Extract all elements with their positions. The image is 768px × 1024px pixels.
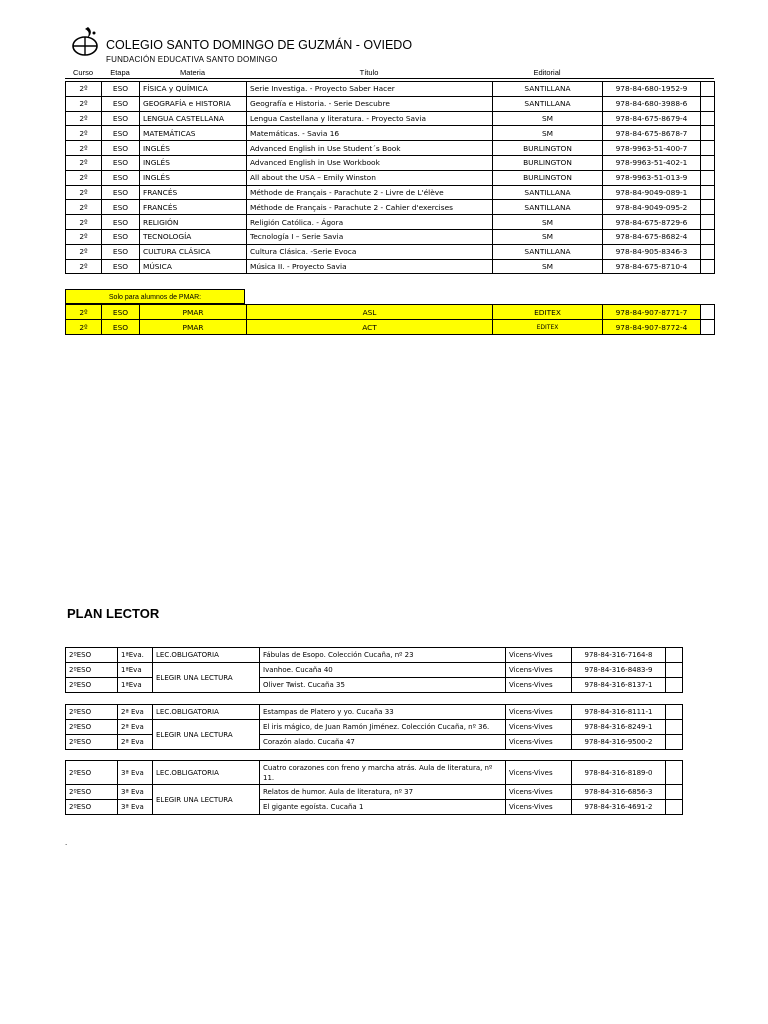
evaluacion-cell: 1ªEva (118, 678, 153, 693)
col-materia: Materia (139, 67, 246, 79)
isbn-cell: 978-84-905-8346-3 (603, 244, 701, 259)
etapa-cell: ESO (102, 82, 140, 97)
isbn-cell: 978-84-675-8682-4 (603, 229, 701, 244)
curso-cell: 2º (66, 244, 102, 259)
isbn-cell: 978-84-316-6856-3 (572, 785, 666, 800)
book-table-header (65, 67, 714, 79)
curso-cell: 2ºESO (66, 785, 118, 800)
table-row (66, 170, 715, 185)
col-titulo: Título (246, 67, 492, 79)
editorial-cell: Vicens-Vives (506, 663, 572, 678)
isbn-cell: 978-84-680-3988-6 (603, 96, 701, 111)
book-table (65, 81, 715, 274)
table-row (66, 259, 715, 274)
isbn-cell: 978-84-316-4691-2 (572, 800, 666, 815)
school-subtitle: FUNDACIÓN EDUCATIVA SANTO DOMINGO (106, 55, 278, 64)
empty-cell (701, 259, 715, 274)
curso-cell: 2º (66, 155, 102, 170)
etapa-cell: ESO (102, 215, 140, 230)
titulo-cell: Advanced English in Use Student´s Book (247, 141, 493, 156)
empty-cell (701, 305, 715, 320)
materia-cell: MÚSICA (140, 259, 247, 274)
curso-cell: 2ºESO (66, 761, 118, 785)
editorial-cell: Vicens-Vives (506, 705, 572, 720)
tipo-lectura-cell: ELEGIR UNA LECTURA (153, 663, 260, 693)
titulo-cell: Cultura Clásica. -Serie Evoca (247, 244, 493, 259)
isbn-cell: 978-84-680-1952-9 (603, 82, 701, 97)
titulo-cell: El iris mágico, de Juan Ramón Jiménez. Colección Cucaña, nº 36. (260, 720, 506, 735)
materia-cell: PMAR (140, 320, 247, 335)
titulo-cell: Fábulas de Esopo. Colección Cucaña, nº 23 (260, 648, 506, 663)
empty-cell (666, 720, 683, 735)
plan-lector-table-3 (65, 760, 683, 815)
table-row (66, 111, 715, 126)
school-crest-icon (70, 24, 100, 58)
list-item (66, 761, 683, 785)
plan-lector-table-1 (65, 647, 683, 693)
editorial-cell: BURLINGTON (493, 155, 603, 170)
titulo-cell: Religión Católica. - Ágora (247, 215, 493, 230)
titulo-cell: Advanced English in Use Workbook (247, 155, 493, 170)
isbn-cell: 978-84-316-8111-1 (572, 705, 666, 720)
evaluacion-cell: 2ª Eva (118, 705, 153, 720)
editorial-cell: Vicens-Vives (506, 761, 572, 785)
materia-cell: PMAR (140, 305, 247, 320)
editorial-cell: SANTILLANA (493, 96, 603, 111)
evaluacion-cell: 2ª Eva (118, 720, 153, 735)
materia-cell: FRANCÉS (140, 200, 247, 215)
editorial-cell: SANTILLANA (493, 200, 603, 215)
editorial-cell: SANTILLANA (493, 185, 603, 200)
curso-cell: 2º (66, 259, 102, 274)
isbn-cell: 978-9963-51-400-7 (603, 141, 701, 156)
curso-cell: 2º (66, 126, 102, 141)
curso-cell: 2º (66, 96, 102, 111)
editorial-cell: SM (493, 229, 603, 244)
empty-cell (666, 785, 683, 800)
list-item (66, 785, 683, 800)
etapa-cell: ESO (102, 305, 140, 320)
titulo-cell: Matemáticas. - Savia 16 (247, 126, 493, 141)
titulo-cell: Oliver Twist. Cucaña 35 (260, 678, 506, 693)
curso-cell: 2ºESO (66, 648, 118, 663)
isbn-cell: 978-9963-51-013-9 (603, 170, 701, 185)
list-item (66, 663, 683, 678)
materia-cell: FRANCÉS (140, 185, 247, 200)
isbn-cell: 978-84-316-8137-1 (572, 678, 666, 693)
curso-cell: 2º (66, 305, 102, 320)
tipo-lectura-cell: ELEGIR UNA LECTURA (153, 720, 260, 750)
editorial-cell: BURLINGTON (493, 170, 603, 185)
list-item (66, 648, 683, 663)
empty-cell (701, 126, 715, 141)
empty-cell (701, 200, 715, 215)
empty-cell (701, 82, 715, 97)
curso-cell: 2º (66, 200, 102, 215)
materia-cell: INGLÉS (140, 155, 247, 170)
etapa-cell: ESO (102, 259, 140, 274)
titulo-cell: Música II. - Proyecto Savia (247, 259, 493, 274)
plan-lector-title: PLAN LECTOR (67, 606, 160, 621)
table-row (66, 126, 715, 141)
titulo-cell: Méthode de Français - Parachute 2 - Cahier d'exercises (247, 200, 493, 215)
isbn-cell: 978-84-907-8772-4 (603, 320, 701, 335)
editorial-cell: Vicens-Vives (506, 678, 572, 693)
curso-cell: 2ºESO (66, 705, 118, 720)
materia-cell: LENGUA CASTELLANA (140, 111, 247, 126)
evaluacion-cell: 2ª Eva (118, 735, 153, 750)
list-item (66, 720, 683, 735)
materia-cell: RELIGIÓN (140, 215, 247, 230)
evaluacion-cell: 1ªEva (118, 663, 153, 678)
empty-cell (666, 800, 683, 815)
pmar-title: Solo para alumnos de PMAR: (65, 289, 245, 304)
empty-cell (701, 96, 715, 111)
editorial-cell: Vicens-Vives (506, 785, 572, 800)
empty-cell (666, 735, 683, 750)
table-row (66, 96, 715, 111)
titulo-cell: El gigante egoísta. Cucaña 1 (260, 800, 506, 815)
empty-cell (701, 244, 715, 259)
curso-cell: 2º (66, 170, 102, 185)
isbn-cell: 978-84-316-7164-8 (572, 648, 666, 663)
editorial-cell: BURLINGTON (493, 141, 603, 156)
empty-cell (666, 761, 683, 785)
etapa-cell: ESO (102, 126, 140, 141)
table-row (66, 82, 715, 97)
titulo-cell: Ivanhoe. Cucaña 40 (260, 663, 506, 678)
etapa-cell: ESO (102, 111, 140, 126)
curso-cell: 2º (66, 320, 102, 335)
etapa-cell: ESO (102, 229, 140, 244)
evaluacion-cell: 3ª Eva (118, 761, 153, 785)
col-curso: Curso (65, 67, 101, 79)
table-row (66, 155, 715, 170)
col-etapa: Etapa (101, 67, 139, 79)
titulo-cell: Serie Investiga. - Proyecto Saber Hacer (247, 82, 493, 97)
etapa-cell: ESO (102, 141, 140, 156)
table-row (66, 305, 715, 320)
empty-cell (701, 185, 715, 200)
curso-cell: 2º (66, 82, 102, 97)
table-row (66, 141, 715, 156)
table-row (66, 185, 715, 200)
editorial-cell: Vicens-Vives (506, 735, 572, 750)
empty-cell (666, 678, 683, 693)
plan-lector-table-2 (65, 704, 683, 750)
materia-cell: CULTURA CLÁSICA (140, 244, 247, 259)
isbn-cell: 978-84-675-8679-4 (603, 111, 701, 126)
tipo-lectura-cell: LEC.OBLIGATORIA (153, 761, 260, 785)
evaluacion-cell: 3ª Eva (118, 785, 153, 800)
tipo-lectura-cell: LEC.OBLIGATORIA (153, 705, 260, 720)
table-row (66, 215, 715, 230)
list-item (66, 705, 683, 720)
empty-cell (701, 170, 715, 185)
editorial-cell: SM (493, 126, 603, 141)
table-row (66, 320, 715, 335)
empty-cell (701, 111, 715, 126)
curso-cell: 2ºESO (66, 678, 118, 693)
isbn-cell: 978-84-675-8710-4 (603, 259, 701, 274)
titulo-cell: Cuatro corazones con freno y marcha atrás. Aula de literatura, nº 11. (260, 761, 506, 785)
editorial-cell: SANTILLANA (493, 244, 603, 259)
materia-cell: INGLÉS (140, 141, 247, 156)
materia-cell: FÍSICA y QUÍMICA (140, 82, 247, 97)
materia-cell: GEOGRAFÍA e HISTORIA (140, 96, 247, 111)
editorial-cell: EDITEX (493, 320, 603, 335)
curso-cell: 2ºESO (66, 735, 118, 750)
editorial-cell: EDITEX (493, 305, 603, 320)
titulo-cell: Corazón alado. Cucaña 47 (260, 735, 506, 750)
empty-cell (701, 155, 715, 170)
editorial-cell: SM (493, 215, 603, 230)
school-name: COLEGIO SANTO DOMINGO DE GUZMÁN - OVIEDO (106, 38, 413, 52)
titulo-cell: Relatos de humor. Aula de literatura, nº 37 (260, 785, 506, 800)
materia-cell: INGLÉS (140, 170, 247, 185)
titulo-cell: All about the USA – Emily Winston (247, 170, 493, 185)
titulo-cell: Lengua Castellana y literatura. - Proyecto Savia (247, 111, 493, 126)
table-row (66, 200, 715, 215)
isbn-cell: 978-84-316-8483-9 (572, 663, 666, 678)
empty-cell (701, 320, 715, 335)
table-row (66, 229, 715, 244)
isbn-cell: 978-9963-51-402-1 (603, 155, 701, 170)
isbn-cell: 978-84-316-8189-0 (572, 761, 666, 785)
isbn-cell: 978-84-9049-089-1 (603, 185, 701, 200)
editorial-cell: SM (493, 111, 603, 126)
tipo-lectura-cell: ELEGIR UNA LECTURA (153, 785, 260, 815)
empty-cell (666, 648, 683, 663)
etapa-cell: ESO (102, 185, 140, 200)
materia-cell: TECNOLOGÍA (140, 229, 247, 244)
empty-cell (701, 229, 715, 244)
editorial-cell: SANTILLANA (493, 82, 603, 97)
empty-cell (666, 663, 683, 678)
curso-cell: 2ºESO (66, 663, 118, 678)
curso-cell: 2º (66, 141, 102, 156)
titulo-cell: ACT (247, 320, 493, 335)
titulo-cell: Geografía e Historia. - Serie Descubre (247, 96, 493, 111)
isbn-cell: 978-84-907-8771-7 (603, 305, 701, 320)
etapa-cell: ESO (102, 155, 140, 170)
editorial-cell: Vicens-Vives (506, 800, 572, 815)
evaluacion-cell: 3ª Eva (118, 800, 153, 815)
footer-mark: . (65, 838, 68, 847)
curso-cell: 2º (66, 111, 102, 126)
evaluacion-cell: 1ªEva. (118, 648, 153, 663)
curso-cell: 2ºESO (66, 720, 118, 735)
curso-cell: 2º (66, 185, 102, 200)
isbn-cell: 978-84-9049-095-2 (603, 200, 701, 215)
table-row (66, 244, 715, 259)
editorial-cell: Vicens-Vives (506, 720, 572, 735)
titulo-cell: Tecnología I – Serie Savia (247, 229, 493, 244)
isbn-cell: 978-84-675-8729-6 (603, 215, 701, 230)
isbn-cell: 978-84-316-9500-2 (572, 735, 666, 750)
empty-cell (701, 141, 715, 156)
etapa-cell: ESO (102, 320, 140, 335)
isbn-cell: 978-84-316-8249-1 (572, 720, 666, 735)
etapa-cell: ESO (102, 200, 140, 215)
empty-cell (666, 705, 683, 720)
curso-cell: 2º (66, 215, 102, 230)
titulo-cell: ASL (247, 305, 493, 320)
etapa-cell: ESO (102, 244, 140, 259)
etapa-cell: ESO (102, 170, 140, 185)
curso-cell: 2º (66, 229, 102, 244)
col-editorial: Editorial (492, 67, 602, 79)
editorial-cell: Vicens-Vives (506, 648, 572, 663)
curso-cell: 2ºESO (66, 800, 118, 815)
isbn-cell: 978-84-675-8678-7 (603, 126, 701, 141)
pmar-table (65, 304, 715, 335)
empty-cell (701, 215, 715, 230)
etapa-cell: ESO (102, 96, 140, 111)
titulo-cell: Méthode de Français - Parachute 2 - Livre de L'élève (247, 185, 493, 200)
editorial-cell: SM (493, 259, 603, 274)
tipo-lectura-cell: LEC.OBLIGATORIA (153, 648, 260, 663)
titulo-cell: Estampas de Platero y yo. Cucaña 33 (260, 705, 506, 720)
materia-cell: MATEMÁTICAS (140, 126, 247, 141)
